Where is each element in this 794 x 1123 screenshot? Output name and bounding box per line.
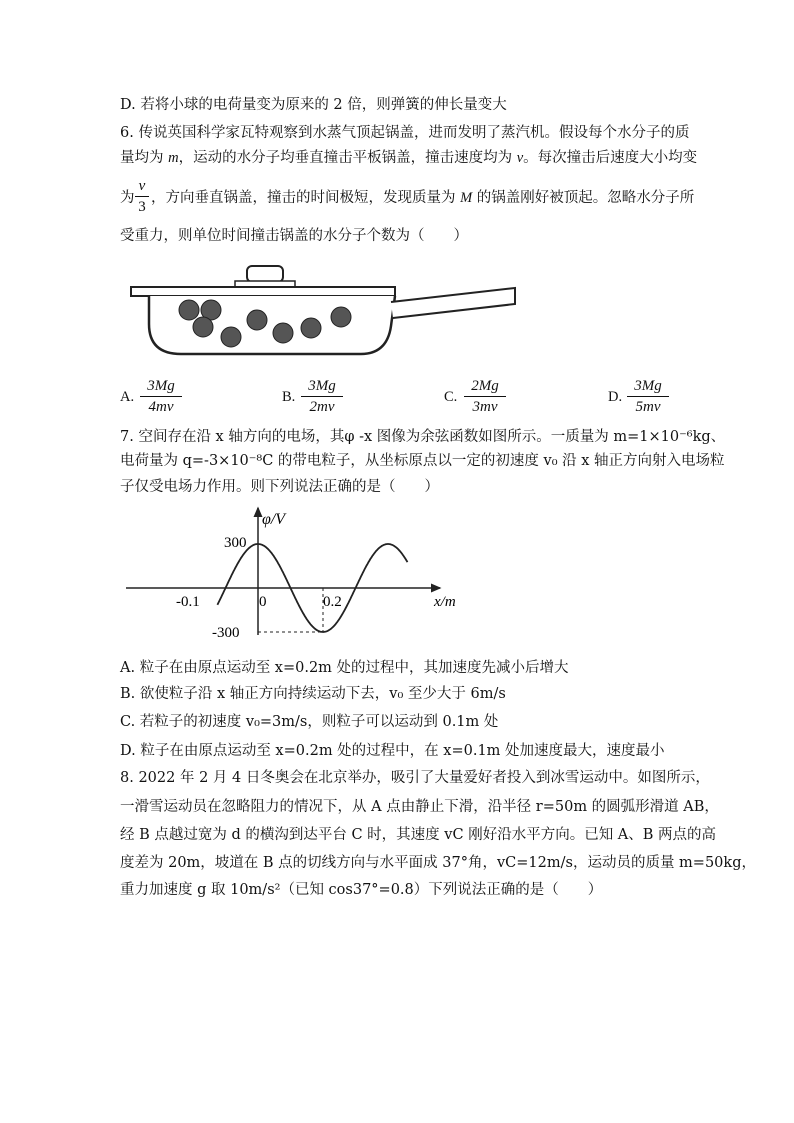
q6-fraction-v-over-3: v 3: [135, 177, 149, 216]
q8-stem-line5: 重力加速度 g 取 10m/s²（已知 cos37°=0.8）下列说法正确的是（ ）: [120, 882, 603, 898]
pan-diagram: [125, 260, 525, 370]
q7-stem-line2: 电荷量为 q=-3×10⁻⁸C 的带电粒子，从坐标原点以一定的初速度 v₀ 沿 x 轴正方向射入电场粒: [120, 453, 725, 469]
phi-x-graph: [120, 500, 480, 650]
tick-300: 300: [224, 535, 247, 551]
q6-option-b-fraction: 3Mg 2mv: [301, 377, 343, 416]
q7-stem-line1: 7. 空间存在沿 x 轴方向的电场，其φ -x 图像为余弦函数如图所示。一质量为 m=1×10⁻⁶kg、: [120, 429, 726, 445]
q8-stem-line1: 8. 2022 年 2 月 4 日冬奥会在北京举办，吸引了大量爱好者投入到冰雪运动中。如图所示，: [120, 770, 710, 786]
q8-stem-line3: 经 B 点越过宽为 d 的横沟到达平台 C 时，其速度 vC 刚好沿水平方向。已知 A、B 两点的高: [120, 827, 717, 843]
q6-stem-line3-prefix: 为: [120, 190, 135, 206]
q6-stem-line4: 受重力，则单位时间撞击锅盖的水分子个数为（ ）: [120, 228, 468, 244]
q7-option-a: A. 粒子在由原点运动至 x=0.2m 处的过程中，其加速度先减小后增大: [120, 660, 569, 676]
q7-option-d: D. 粒子在由原点运动至 x=0.2m 处的过程中，在 x=0.1m 处加速度最大，速度最小: [120, 743, 665, 759]
q6-stem-line2: 量均为 m，运动的水分子均垂直撞击平板锅盖，撞击速度均为 v。每次撞击后速度大小均变: [120, 150, 698, 166]
q6-option-a-label: A.: [120, 389, 135, 405]
q6-stem-line3: ，方向垂直锅盖，撞击的时间极短，发现质量为 M 的锅盖刚好被顶起。忽略水分子所: [151, 190, 695, 206]
tick-02: 0.2: [323, 594, 342, 610]
q6-option-d-label: D.: [608, 389, 623, 405]
pan-handle: [391, 288, 515, 318]
q7-option-c: C. 若粒子的初速度 v₀=3m/s，则粒子可以运动到 0.1m 处: [120, 714, 499, 730]
tick-neg300: -300: [212, 625, 240, 641]
lid-knob: [247, 266, 283, 282]
q8-stem-line2: 一滑雪运动员在忽略阻力的情况下，从 A 点由静止下滑，沿半径 r=50m 的圆弧形滑道 AB，: [120, 799, 719, 815]
q6-option-c-fraction: 2Mg 3mv: [464, 377, 506, 416]
x-axis-label: x/m: [434, 594, 456, 610]
y-axis-label: φ/V: [262, 511, 286, 528]
q6-option-c-label: C.: [444, 389, 458, 405]
q8-stem-line4: 度差为 20m，坡道在 B 点的切线方向与水平面成 37°角，vC=12m/s，运动员的质量 m=50kg，: [120, 855, 756, 871]
q7-stem-line3: 子仅受电场力作用。则下列说法正确的是（ ）: [120, 479, 439, 495]
tick-0: 0: [259, 594, 267, 610]
q5-option-d: D. 若将小球的电荷量变为原来的 2 倍，则弹簧的伸长量变大: [120, 97, 507, 113]
q6-option-a-fraction: 3Mg 4mv: [140, 377, 182, 416]
q6-option-b-label: B.: [282, 389, 296, 405]
q6-stem-line1: 6. 传说英国科学家瓦特观察到水蒸气顶起锅盖，进而发明了蒸汽机。假设每个水分子的质: [120, 125, 690, 141]
q7-option-b: B. 欲使粒子沿 x 轴正方向持续运动下去，v₀ 至少大于 6m/s: [120, 686, 506, 702]
tick-neg01: -0.1: [176, 594, 200, 610]
q6-option-d-fraction: 3Mg 5mv: [627, 377, 669, 416]
pan-lid: [131, 287, 395, 296]
